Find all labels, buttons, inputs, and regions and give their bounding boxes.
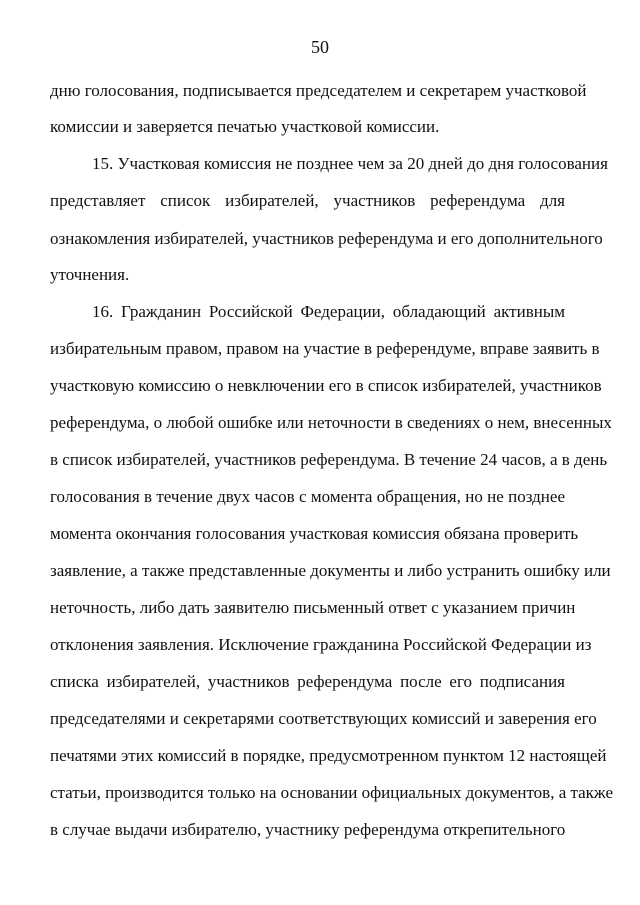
text-line: представляет список избирателей, участников референдума для	[50, 191, 565, 210]
text-line: отклонения заявления. Исключение гражданина Российской Федерации из	[50, 635, 592, 654]
page-number: 50	[311, 37, 329, 57]
text-line: избирательным правом, правом на участие в референдуме, вправе заявить в	[50, 339, 600, 358]
text-line: момента окончания голосования участковая комиссия обязана проверить	[50, 524, 579, 543]
text-line: референдума, о любой ошибке или неточности в сведениях о нем, внесенных	[50, 413, 612, 432]
text-line: председателями и секретарями соответствующих комиссий и заверения его	[50, 709, 597, 728]
text-line: в список избирателей, участников референдума. В течение 24 часов, а в день	[50, 450, 608, 469]
text-line: ознакомления избирателей, участников референдума и его дополнительного	[50, 229, 603, 248]
text-line: статьи, производится только на основании официальных документов, а также	[50, 783, 614, 802]
text-line: печатями этих комиссий в порядке, предусмотренном пунктом 12 настоящей	[50, 746, 607, 765]
text-line: уточнения.	[50, 265, 130, 284]
text-line: участковую комиссию о невключении его в список избирателей, участников	[50, 376, 602, 395]
paragraph-15-start: 15. Участковая комиссия не позднее чем за 20 дней до дня голосования	[92, 154, 608, 173]
text-line: в случае выдачи избирателю, участнику референдума открепительного	[50, 820, 566, 839]
text-line: неточность, либо дать заявителю письменный ответ с указанием причин	[50, 598, 576, 617]
text-line: списка избирателей, участников референдума после его подписания	[50, 672, 565, 691]
text-line: голосования в течение двух часов с момента обращения, но не позднее	[50, 487, 565, 506]
paragraph-16-start: 16. Гражданин Российской Федерации, обладающий активным	[92, 302, 565, 321]
text-line: комиссии и заверяется печатью участковой комиссии.	[50, 117, 440, 136]
text-line: дню голосования, подписывается председателем и секретарем участковой	[50, 81, 587, 100]
text-line: заявление, а также представленные документы и либо устранить ошибку или	[50, 561, 611, 580]
